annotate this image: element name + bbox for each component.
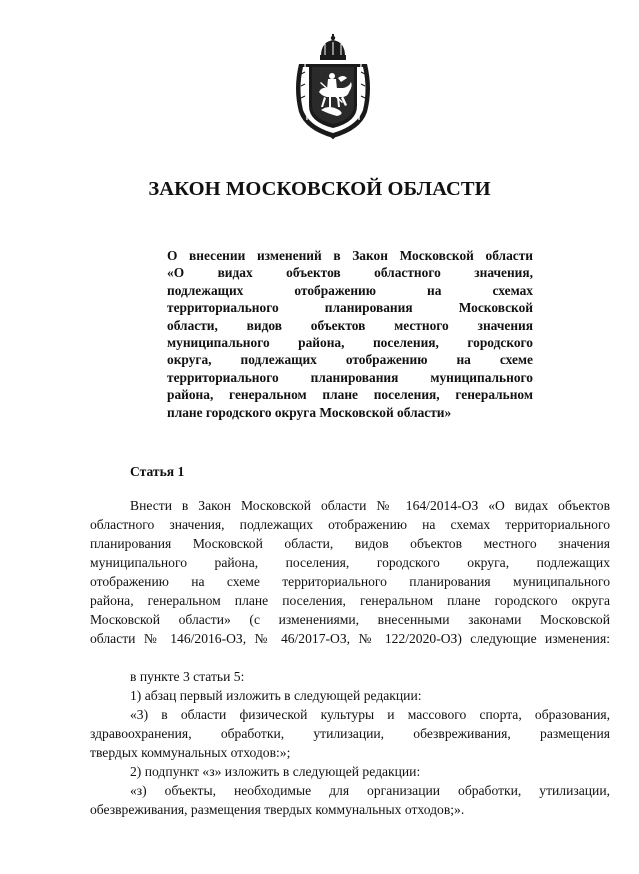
subject-line: территориального планирования муниципального [167,369,533,385]
subitem-2: 2) подпункт «з» изложить в следующей редакции: [130,764,421,779]
item-intro: в пункте 3 статьи 5: [130,669,245,684]
intro-line: отображению на схеме территориального планирования муниципального [90,574,610,589]
subject-line: плане городского округа Московской области» [167,404,452,420]
subject-line: области, видов объектов местного значения [167,317,533,333]
subitem-1: 1) абзац первый изложить в следующей редакции: [130,688,422,703]
quote-line: «3) в области физической культуры и массового спорта, образования, [130,707,610,722]
article-heading: Статья 1 [130,464,185,479]
intro-line: Внести в Закон Московской области № 164/2014-ОЗ «О видах объектов [130,498,610,513]
article-body [90,496,610,819]
coat-of-arms-emblem [291,34,375,140]
crown-icon [320,34,346,60]
document-title: ЗАКОН МОСКОВСКОЙ ОБЛАСТИ [148,178,491,200]
subject-line: О внесении изменений в Закон Московской области [167,248,533,263]
quote-line: «з) объекты, необходимые для организации обработки, утилизации, [130,783,610,798]
law-subject-heading [167,247,533,421]
subject-line: территориального планирования Московской [167,300,533,316]
intro-line: муниципального района, поселения, городского округа, подлежащих [90,555,610,570]
subject-line: «О видах объектов областного значения, [167,265,533,281]
quote-line: обезвреживания, размещения твердых коммунальных отходов;». [90,802,465,817]
quote-line: твердых коммунальных отходов:»; [90,745,291,760]
subject-line: округа, подлежащих отображению на схеме [167,352,533,368]
quote-line: здравоохранения, обработки, утилизации, обезвреживания, размещения [90,726,610,741]
subject-line: района, генеральном плане поселения, генеральном [167,387,533,403]
subject-line: муниципального района, поселения, городского [167,335,533,351]
intro-line: области № 146/2016-ОЗ, № 46/2017-ОЗ, № 122/2020-ОЗ) следующие изменения: [90,631,610,646]
subject-line: подлежащих отображению на схемах [167,282,533,298]
intro-line: Московской области» (с изменениями, внесенными законами Московской [90,612,610,627]
intro-line: планирования Московской области, видов объектов местного значения [90,536,610,551]
intro-line: областного значения, подлежащих отображению на схемах территориального [90,517,610,532]
intro-line: района, генеральном плане поселения, генеральном плане городского округа [90,593,610,608]
